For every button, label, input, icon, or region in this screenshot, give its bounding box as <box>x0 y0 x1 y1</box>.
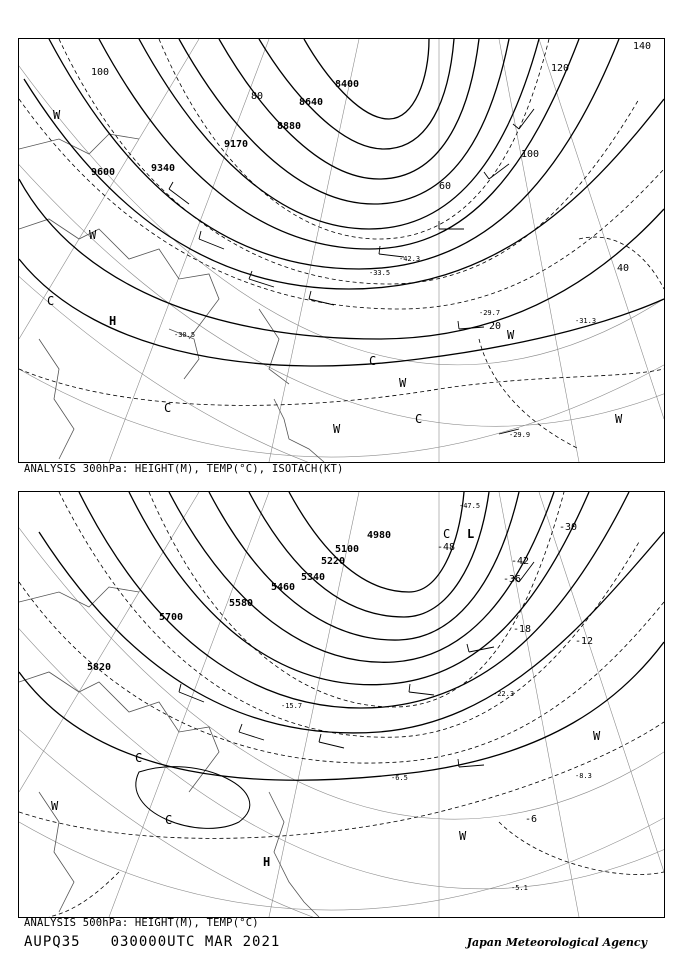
warm-center-marker: W <box>89 228 97 242</box>
height-label: 5820 <box>87 662 112 673</box>
isotherm-label-group <box>437 522 593 825</box>
isotach-label: 120 <box>551 63 570 74</box>
station-temp: -31.3 <box>575 317 597 325</box>
cold-center-marker: C <box>165 813 173 827</box>
valid-time: 030000UTC MAR 2021 <box>110 934 281 950</box>
isotherm-label: -36 <box>503 574 522 585</box>
isotach-label: 140 <box>633 41 652 52</box>
map-500hpa-svg <box>19 492 664 917</box>
isotach-label: 80 <box>251 91 264 102</box>
height-label: 5580 <box>229 598 254 609</box>
high-center-marker: H <box>109 314 117 328</box>
height-label: 5700 <box>159 612 184 623</box>
isotach-label: 40 <box>617 263 630 274</box>
product-code: AUPQ35 <box>24 934 81 950</box>
cold-center-marker: C <box>47 294 55 308</box>
height-label: 5340 <box>301 572 326 583</box>
graticule <box>19 39 664 462</box>
isotach-label: 60 <box>439 181 452 192</box>
height-contours <box>19 492 664 780</box>
station-temp: -6.5 <box>391 774 408 782</box>
height-label: 5460 <box>271 582 296 593</box>
height-label: 9170 <box>224 139 249 150</box>
station-temp-group <box>174 255 596 439</box>
map-300hpa-svg <box>19 39 664 462</box>
warm-center-marker: W <box>459 829 467 843</box>
cold-center-marker: C <box>369 354 377 368</box>
height-label: 5100 <box>335 544 360 555</box>
isotherm-label: -18 <box>513 624 532 635</box>
lower-chart-caption: ANALYSIS 500hPa: HEIGHT(M), TEMP(°C) <box>24 917 259 929</box>
warm-center-marker: W <box>333 422 341 436</box>
station-temp: -22.3 <box>493 690 515 698</box>
closed-height-contour <box>136 767 250 829</box>
analysis-500hpa-map <box>18 491 665 918</box>
height-label: 8640 <box>299 97 324 108</box>
isotherms <box>19 39 664 449</box>
upper-chart-caption: ANALYSIS 300hPa: HEIGHT(M), TEMP(°C), ISOTACH(KT) <box>24 463 344 475</box>
cold-center-marker: C <box>135 751 143 765</box>
cold-center-marker: C <box>415 412 423 426</box>
height-label: 9600 <box>91 167 116 178</box>
station-temp: -15.7 <box>281 702 303 710</box>
warm-center-marker: W <box>507 328 515 342</box>
station-temp: -29.7 <box>479 309 501 317</box>
agency-name: Japan Meteorological Agency <box>466 936 647 949</box>
coastline <box>19 587 319 917</box>
high-center-marker: H <box>263 855 271 869</box>
cold-center-marker: C <box>164 401 172 415</box>
station-temp: -8.3 <box>575 772 592 780</box>
height-label: 8400 <box>335 79 360 90</box>
station-temp: -30.5 <box>174 331 196 339</box>
warm-center-marker: W <box>615 412 623 426</box>
isotach-label: 100 <box>521 149 540 160</box>
warm-center-marker: W <box>593 729 601 743</box>
low-center-marker: L <box>467 527 475 541</box>
isotach-label: 20 <box>489 321 502 332</box>
isotherm-label: -12 <box>575 636 594 647</box>
height-label: 9340 <box>151 163 176 174</box>
product-info <box>24 934 280 950</box>
station-temp: -42.3 <box>399 255 421 263</box>
isotherm-label: -6 <box>525 814 538 825</box>
height-label: 8880 <box>277 121 302 132</box>
analysis-300hpa-map <box>18 38 665 463</box>
warm-center-marker: W <box>53 108 61 122</box>
station-temp: -29.9 <box>509 431 531 439</box>
station-temp: -33.5 <box>369 269 391 277</box>
warm-center-marker: W <box>51 799 59 813</box>
isotherm-label: -30 <box>559 522 578 533</box>
warm-center-marker: W <box>399 376 407 390</box>
height-label: 5220 <box>321 556 346 567</box>
station-temp: -47.5 <box>459 502 481 510</box>
height-label: 4980 <box>367 530 392 541</box>
isotherm-label: -48 <box>437 542 456 553</box>
cold-center-marker: C <box>443 527 451 541</box>
isotherm-label: -42 <box>511 556 530 567</box>
station-temp: -5.1 <box>511 884 528 892</box>
isotach-label: 100 <box>91 67 110 78</box>
coastline <box>19 134 324 462</box>
